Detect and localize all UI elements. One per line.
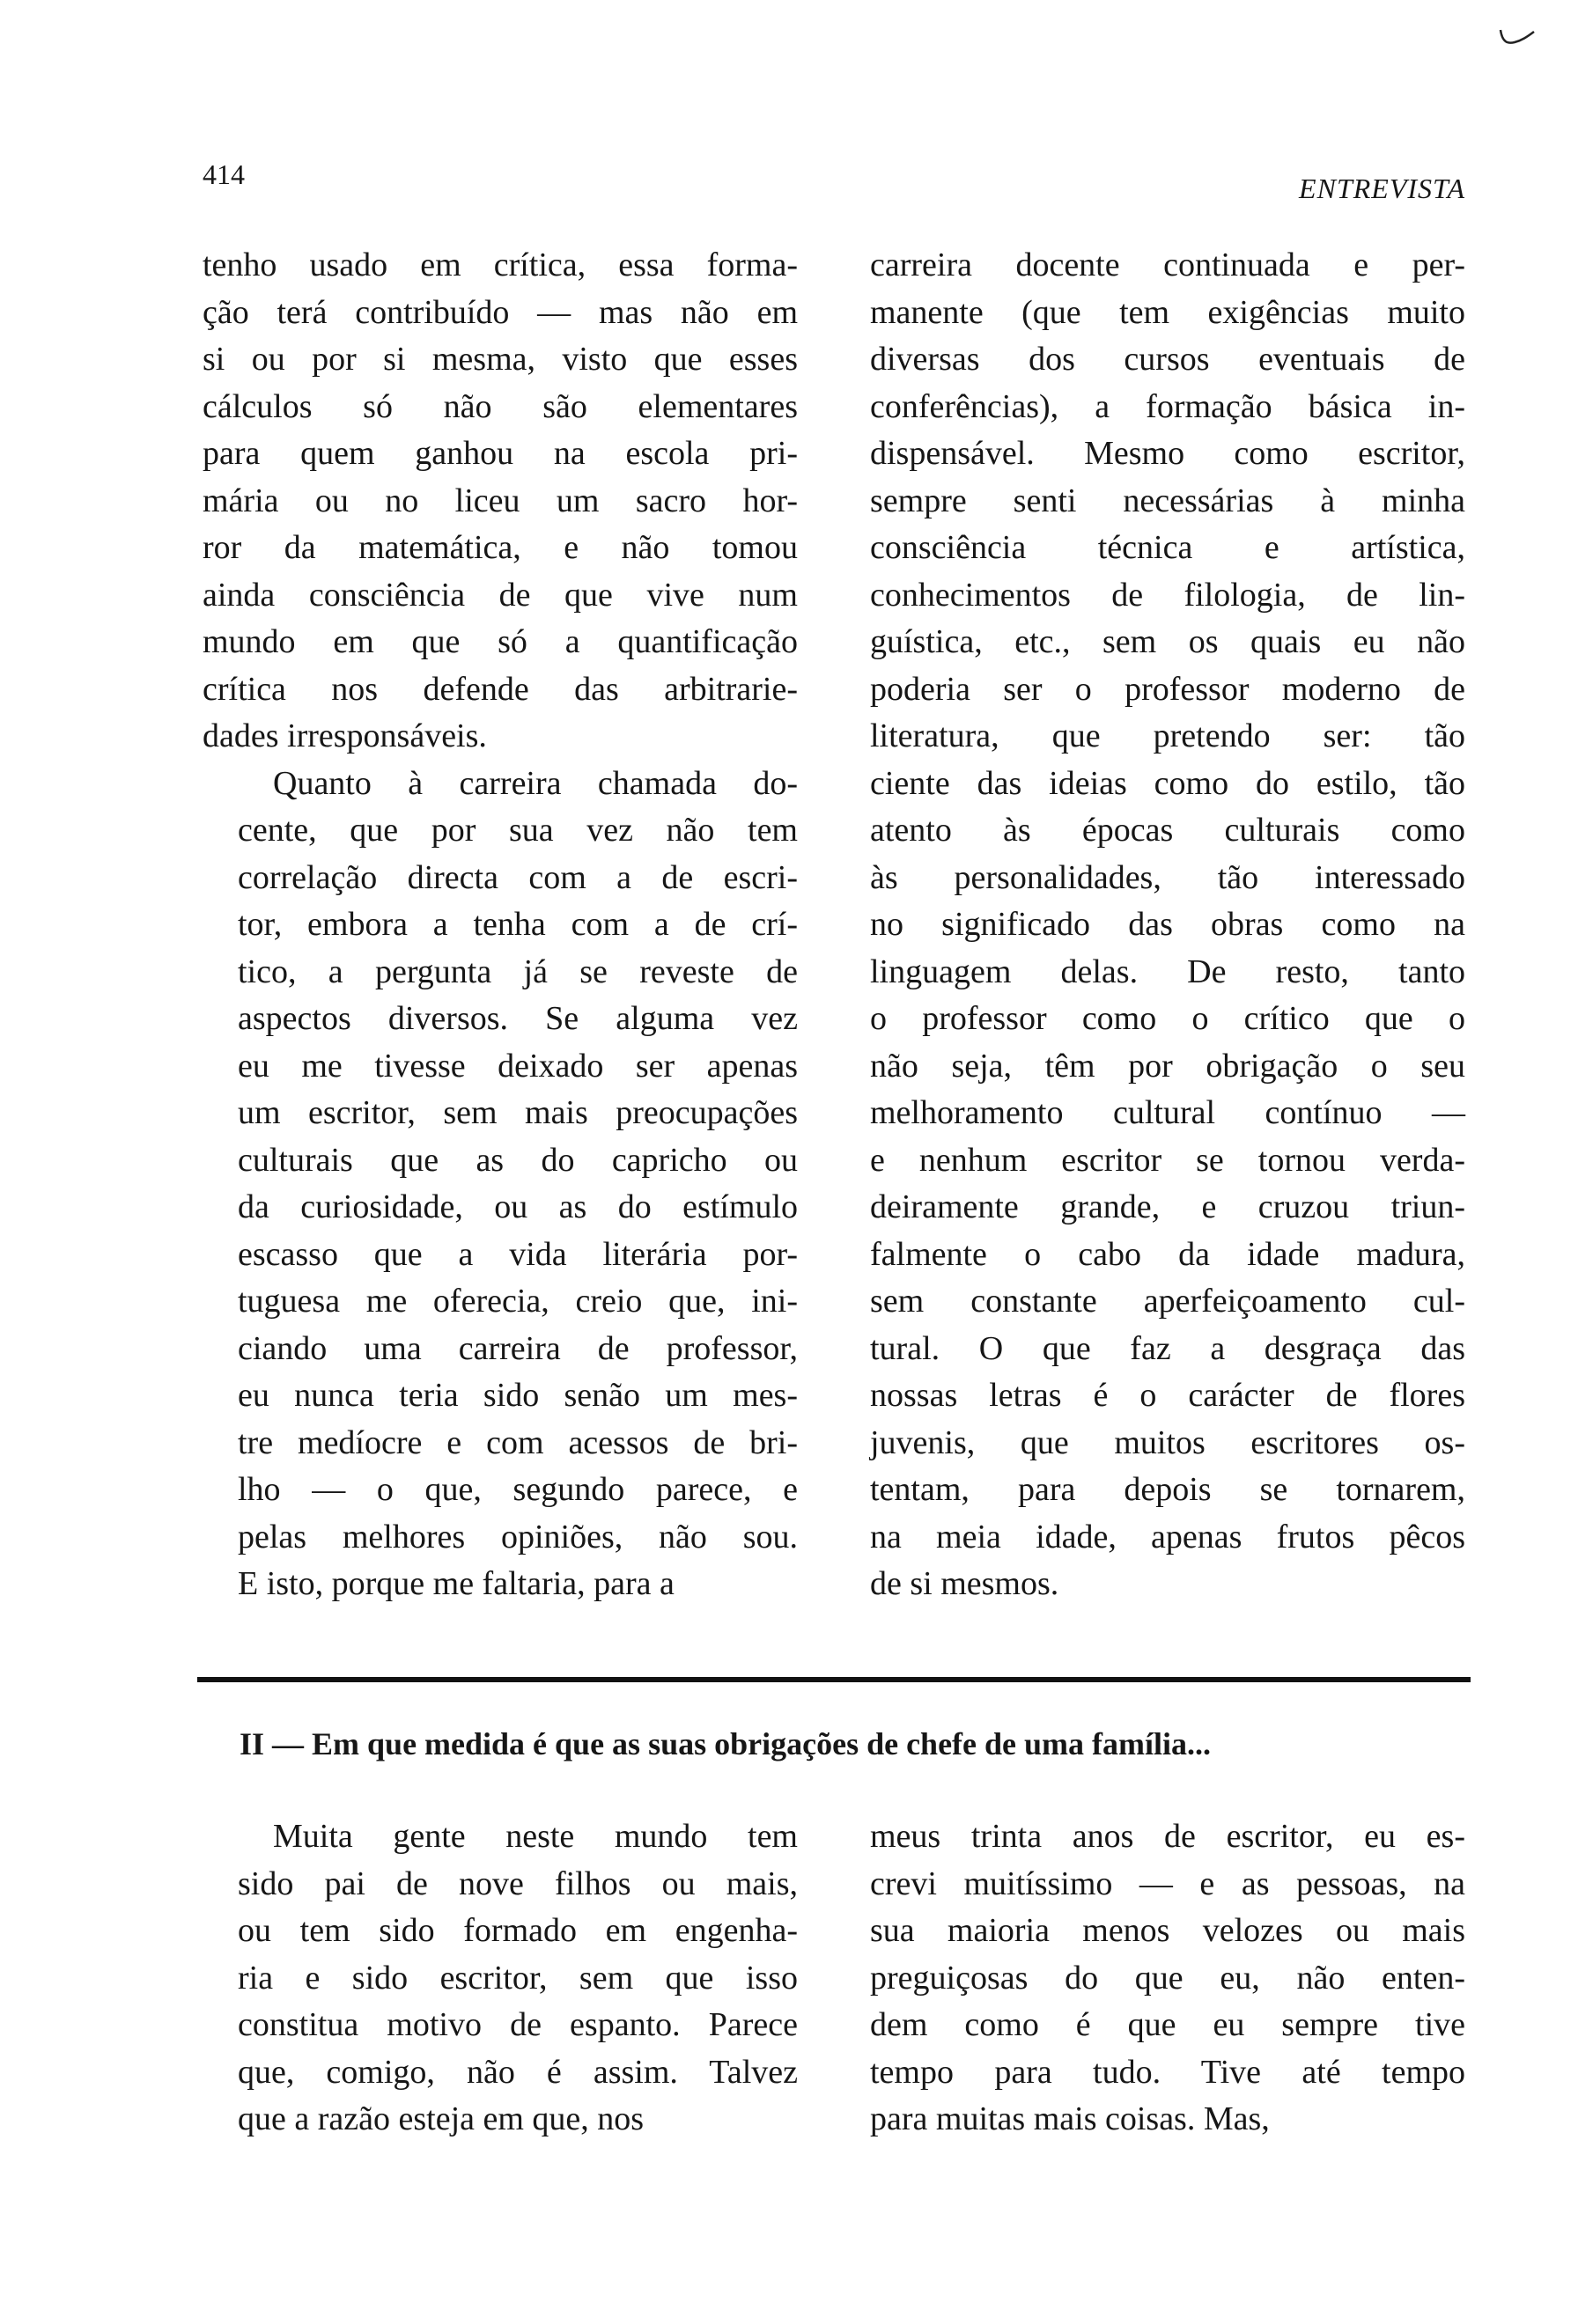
paragraph (203, 242, 798, 761)
text-line: um escritor, sem mais preocupações (238, 1094, 798, 1131)
text-line: ainda consciência de que vive num (203, 576, 798, 614)
text-line: constitua motivo de espanto. Parece (238, 2006, 798, 2043)
paragraph (203, 761, 798, 1608)
text-line: eu me tivesse deixado ser apenas (238, 1047, 798, 1085)
page-number: 414 (203, 158, 245, 190)
text-line: guística, etc., sem os quais eu não (870, 623, 1465, 660)
text-line: dem como é que eu sempre tive (870, 2006, 1465, 2043)
text-line: mundo em que só a quantificação (203, 623, 798, 660)
column-right-bottom (870, 1813, 1465, 2144)
text-line: às personalidades, tão interessado (870, 858, 1465, 896)
text-line: linguagem delas. De resto, tanto (870, 952, 1465, 990)
section-divider-rule (197, 1677, 1471, 1682)
text-line: pelas melhores opiniões, não sou. (238, 1518, 798, 1555)
text-line: aspectos diversos. Se alguma vez (238, 1000, 798, 1037)
text-line: escasso que a vida literária por- (238, 1235, 798, 1273)
text-line: Quanto à carreira chamada do- (273, 764, 798, 802)
interview-question: II — Em que medida é que as suas obrigações de chefe de uma família... (240, 1726, 1212, 1761)
running-head: ENTREVISTA (1299, 173, 1465, 204)
text-line: poderia ser o professor moderno de (870, 670, 1465, 708)
text-line: preguiçosas do que eu, não enten- (870, 1959, 1465, 1997)
text-line: manente (que tem exigências muito (870, 293, 1465, 331)
text-line: tre medíocre e com acessos de bri- (238, 1423, 798, 1461)
text-line: mária ou no liceu um sacro hor- (203, 482, 798, 519)
text-line: ror da matemática, e não tomou (203, 529, 798, 566)
column-left-bottom (203, 1813, 798, 2144)
text-line: tentam, para depois se tornarem, (870, 1471, 1465, 1508)
text-line: dispensável. Mesmo como escritor, (870, 435, 1465, 472)
text-line: no significado das obras como na (870, 906, 1465, 943)
paragraph (870, 242, 1465, 1608)
text-line: eu nunca teria sido senão um mes- (238, 1377, 798, 1414)
text-line: juvenis, que muitos escritores os- (870, 1423, 1465, 1461)
text-line: nossas letras é o carácter de flores (870, 1377, 1465, 1414)
text-line: ciando uma carreira de professor, (238, 1329, 798, 1367)
text-line: consciência técnica e artística, (870, 529, 1465, 566)
text-line: crevi muitíssimo — e as pessoas, na (870, 1864, 1465, 1902)
text-line: crítica nos defende das arbitrarie- (203, 670, 798, 708)
text-line: da curiosidade, ou as do estímulo (238, 1188, 798, 1225)
text-line: tuguesa me oferecia, creio que, ini- (238, 1283, 798, 1320)
text-line: deiramente grande, e cruzou triun- (870, 1188, 1465, 1225)
text-line: ria e sido escritor, sem que isso (238, 1959, 798, 1997)
paragraph (203, 1813, 798, 2144)
text-line: carreira docente continuada e per- (870, 246, 1465, 283)
text-line: Muita gente neste mundo tem (273, 1818, 798, 1855)
text-line: atento às épocas culturais como (870, 812, 1465, 849)
text-line: culturais que as do capricho ou (238, 1141, 798, 1179)
text-line: tempo para tudo. Tive até tempo (870, 2053, 1465, 2091)
text-line: que, comigo, não é assim. Talvez (238, 2053, 798, 2091)
text-line: tico, a pergunta já se reveste de (238, 952, 798, 990)
text-line: para muitas mais coisas. Mas, (870, 2100, 1270, 2137)
text-line: para quem ganhou na escola pri- (203, 435, 798, 472)
paragraph (870, 1813, 1465, 2144)
text-line: E isto, porque me faltaria, para a (238, 1565, 675, 1602)
text-line: tor, embora a tenha com a de crí- (238, 906, 798, 943)
text-line: tural. O que faz a desgraça das (870, 1329, 1465, 1367)
text-line: e nenhum escritor se tornou verda- (870, 1141, 1465, 1179)
text-line: cálculos só não são elementares (203, 387, 798, 425)
text-line: literatura, que pretendo ser: tão (870, 717, 1465, 754)
text-line: si ou por si mesma, visto que esses (203, 341, 798, 378)
text-line: conferências), a formação básica in- (870, 387, 1465, 425)
column-left-top (203, 242, 798, 1608)
text-line: meus trinta anos de escritor, eu es- (870, 1818, 1465, 1855)
text-line: de si mesmos. (870, 1565, 1059, 1602)
text-line: ou tem sido formado em engenha- (238, 1912, 798, 1949)
text-line: ciente das ideias como do estilo, tão (870, 764, 1465, 802)
pen-mark-icon (1497, 25, 1536, 51)
text-line: melhoramento cultural contínuo — (870, 1094, 1465, 1131)
text-line: sem constante aperfeiçoamento cul- (870, 1283, 1465, 1320)
text-line: não seja, têm por obrigação o seu (870, 1047, 1465, 1085)
text-line: tenho usado em crítica, essa forma- (203, 246, 798, 283)
text-line: o professor como o crítico que o (870, 1000, 1465, 1037)
text-line: sempre senti necessárias à minha (870, 482, 1465, 519)
text-line: diversas dos cursos eventuais de (870, 341, 1465, 378)
text-line: sua maioria menos velozes ou mais (870, 1912, 1465, 1949)
text-line: dades irresponsáveis. (203, 717, 487, 754)
text-line: cente, que por sua vez não tem (238, 812, 798, 849)
text-line: lho — o que, segundo parece, e (238, 1471, 798, 1508)
text-line: que a razão esteja em que, nos (238, 2100, 645, 2137)
column-right-top (870, 242, 1465, 1608)
text-line: na meia idade, apenas frutos pêcos (870, 1518, 1465, 1555)
text-line: correlação directa com a de escri- (238, 858, 798, 896)
text-line: falmente o cabo da idade madura, (870, 1235, 1465, 1273)
text-line: conhecimentos de filologia, de lin- (870, 576, 1465, 614)
text-line: sido pai de nove filhos ou mais, (238, 1864, 798, 1902)
text-line: ção terá contribuído — mas não em (203, 293, 798, 331)
